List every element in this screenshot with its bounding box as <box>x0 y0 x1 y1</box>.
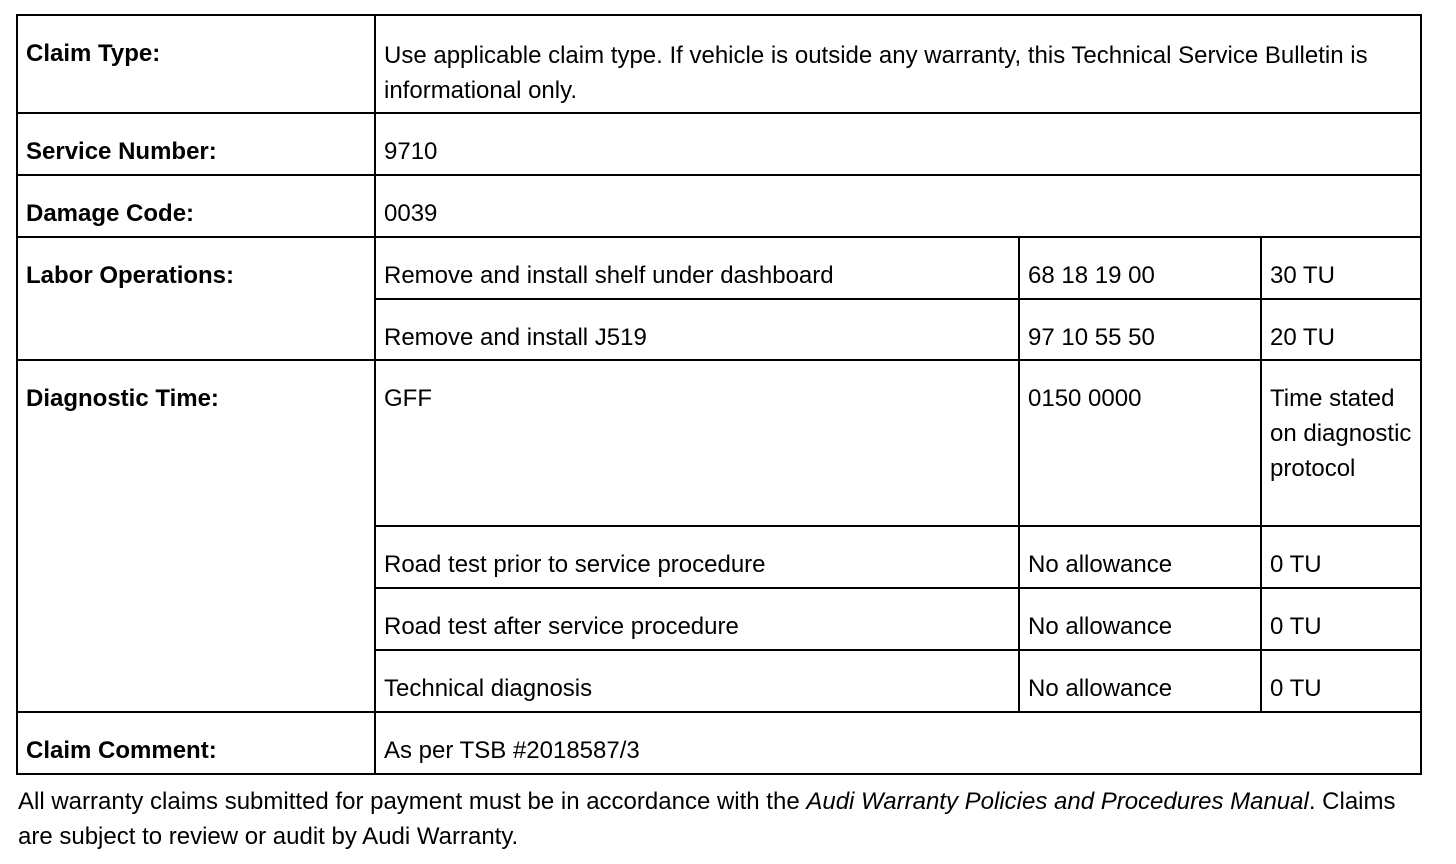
diagnostic-time-label: Diagnostic Time: <box>17 360 375 712</box>
labor-operation-row <box>17 237 1421 299</box>
labor-operation-description: Remove and install shelf under dashboard <box>375 237 1019 299</box>
claim-comment-label: Claim Comment: <box>17 712 375 774</box>
damage-code-value: 0039 <box>375 175 1421 237</box>
diagnostic-time: 0 TU <box>1261 588 1421 650</box>
labor-operation-time: 20 TU <box>1261 299 1421 360</box>
service-number-value: 9710 <box>375 113 1421 175</box>
claim-comment-row <box>17 712 1421 774</box>
service-number-row <box>17 113 1421 175</box>
labor-operation-time: 30 TU <box>1261 237 1421 299</box>
diagnostic-description: Road test prior to service procedure <box>375 526 1019 588</box>
footer-text-after: . Claims are subject to review or audit by Audi Warranty. <box>18 788 1396 850</box>
diagnostic-time: 0 TU <box>1261 526 1421 588</box>
diagnostic-description: GFF <box>375 360 1019 526</box>
diagnostic-description: Road test after service procedure <box>375 588 1019 650</box>
diagnostic-code: No allowance <box>1019 526 1261 588</box>
labor-operation-code: 97 10 55 50 <box>1019 299 1261 360</box>
labor-operation-description: Remove and install J519 <box>375 299 1019 360</box>
diagnostic-code: No allowance <box>1019 650 1261 712</box>
damage-code-row <box>17 175 1421 237</box>
diagnostic-code: 0150 0000 <box>1019 360 1261 526</box>
damage-code-label: Damage Code: <box>17 175 375 237</box>
diagnostic-code: No allowance <box>1019 588 1261 650</box>
claim-type-value: Use applicable claim type. If vehicle is outside any warranty, this Technical Service Bulletin is informational only. <box>375 15 1421 113</box>
labor-operation-code: 68 18 19 00 <box>1019 237 1261 299</box>
diagnostic-time: 0 TU <box>1261 650 1421 712</box>
claim-type-label: Claim Type: <box>17 15 375 113</box>
diagnostic-row <box>17 360 1421 526</box>
diagnostic-description: Technical diagnosis <box>375 650 1019 712</box>
footer-text-before: All warranty claims submitted for payment must be in accordance with the <box>18 788 807 815</box>
diagnostic-time: Time stated on diagnostic protocol <box>1261 360 1421 526</box>
service-number-label: Service Number: <box>17 113 375 175</box>
warranty-manual-title: Audi Warranty Policies and Procedures Manual <box>806 788 1309 815</box>
claim-type-row <box>17 15 1421 113</box>
warranty-claim-table <box>16 14 1422 775</box>
warranty-footer-note <box>18 784 1428 854</box>
claim-comment-value: As per TSB #2018587/3 <box>375 712 1421 774</box>
labor-operations-label: Labor Operations: <box>17 237 375 360</box>
